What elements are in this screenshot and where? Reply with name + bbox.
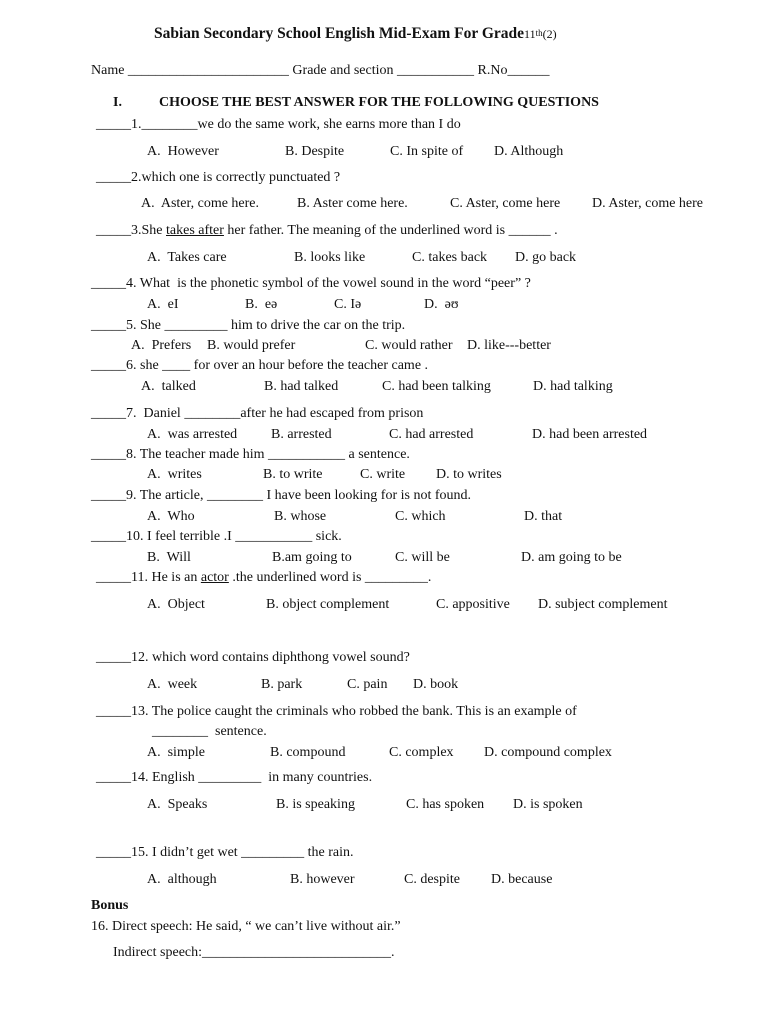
answer-option-b: B.am going to (272, 550, 352, 565)
answer-option-a: A. writes (147, 467, 202, 482)
answer-option-c: C. despite (404, 872, 460, 887)
question-text: _____2.which one is correctly punctuated ? (96, 170, 341, 185)
answer-option-d: D. to writes (436, 467, 502, 482)
question-6 (91, 357, 428, 375)
answer-option-b: B. Despite (285, 144, 345, 159)
answer-option-d: D. go back (515, 250, 577, 265)
answer-option-a: A. Speaks (147, 797, 208, 812)
question-text: _____5. She _________ him to drive the car on the trip. (91, 318, 406, 333)
grade-section: (2) (542, 27, 557, 41)
answer-option-b: B. to write (263, 467, 323, 482)
answer-option-d: D. that (524, 509, 563, 524)
answer-option-b: B. looks like (294, 250, 366, 265)
answer-option-d: D. had talking (533, 379, 613, 394)
title-text: Sabian Secondary School English Mid-Exam For Grade (154, 25, 525, 42)
answer-option-b: B. eə (245, 297, 278, 312)
answer-option-c: C. has spoken (406, 797, 485, 812)
answer-option-a: A. Prefers (131, 338, 192, 353)
question-text: _____14. English _________ in many countries. (96, 770, 373, 785)
student-info-line: Name _______________________ Grade and section ___________ R.No______ (91, 63, 550, 78)
question-text: _____3.She (96, 223, 166, 238)
answer-option-b: B. compound (270, 745, 346, 760)
grade-superscript: th (535, 28, 543, 38)
answer-option-a: A. However (147, 144, 219, 159)
answer-option-d: D. am going to be (521, 550, 622, 565)
question-5 (91, 317, 405, 335)
answer-option-a: A. week (147, 677, 198, 692)
bonus-question-16: 16. Direct speech: He said, “ we can’t live without air.” (91, 919, 401, 934)
question-15 (96, 844, 354, 862)
answer-option-d: D. book (413, 677, 459, 692)
question-text: _____8. The teacher made him ___________ a sentence. (91, 447, 410, 462)
question-text: _____13. The police caught the criminals who robbed the bank. This is an example of (96, 704, 577, 719)
answer-option-c: C. In spite of (390, 144, 464, 159)
question-14 (96, 769, 372, 787)
answer-option-c: C. Aster, come here (450, 196, 561, 211)
answer-option-b: B. park (261, 677, 303, 692)
answer-option-a: A. Object (147, 597, 205, 612)
answer-option-c: C. takes back (412, 250, 488, 265)
answer-option-b: B. would prefer (207, 338, 296, 353)
answer-option-d: D. is spoken (513, 797, 583, 812)
answer-option-c: C. will be (395, 550, 450, 565)
answer-option-b: B. object complement (266, 597, 390, 612)
question-11 (96, 569, 431, 587)
answer-option-d: D. Although (494, 144, 564, 159)
answer-option-d: D. subject complement (538, 597, 668, 612)
answer-option-c: C. would rather (365, 338, 453, 353)
bonus-label: Bonus (91, 898, 129, 913)
underlined-word: takes after (166, 223, 224, 238)
answer-option-c: C. pain (347, 677, 388, 692)
answer-option-a: B. Will (147, 550, 191, 565)
question-2 (96, 169, 340, 187)
question-text: _____9. The article, ________ I have been looking for is not found. (91, 488, 471, 503)
answer-option-c: C. write (360, 467, 406, 482)
answer-option-c: C. had been talking (382, 379, 491, 394)
answer-option-d: D. compound complex (484, 745, 612, 760)
question-10 (91, 528, 342, 546)
answer-option-c: C. appositive (436, 597, 510, 612)
answer-option-d: D. had been arrested (532, 427, 648, 442)
answer-option-a: A. Who (147, 509, 195, 524)
question-text: _____15. I didn’t get wet _________ the rain. (96, 845, 354, 860)
answer-option-d: D. əʊ (424, 297, 459, 312)
answer-option-b: B. however (290, 872, 355, 887)
answer-option-a: A. simple (147, 745, 205, 760)
question-text-continued: her father. The meaning of the underlined word is ______ . (223, 223, 558, 238)
answer-option-b: B. had talked (264, 379, 339, 394)
answer-option-b: B. is speaking (276, 797, 355, 812)
question-13 (96, 703, 577, 721)
answer-option-b: B. arrested (271, 427, 332, 442)
section-heading: CHOOSE THE BEST ANSWER FOR THE FOLLOWING QUESTIONS (159, 95, 599, 110)
answer-option-d: D. because (491, 872, 553, 887)
question-9 (91, 487, 471, 505)
question-text-continued: .the underlined word is _________. (228, 570, 432, 585)
answer-option-a: A. was arrested (147, 427, 238, 442)
question-text: _____11. He is an (96, 570, 201, 585)
question-1 (96, 116, 461, 134)
question-continuation: ________ sentence. (152, 724, 267, 739)
underlined-word: actor (200, 570, 229, 585)
answer-option-c: C. Iə (334, 297, 362, 312)
question-text: _____1.________we do the same work, she earns more than I do (96, 117, 461, 132)
answer-option-b: B. whose (274, 509, 327, 524)
section-number: I. (113, 95, 122, 110)
answer-option-c: C. complex (389, 745, 454, 760)
answer-option-d: D. Aster, come here (592, 196, 704, 211)
answer-option-a: A. talked (141, 379, 196, 394)
answer-option-c: C. had arrested (389, 427, 474, 442)
answer-option-c: C. which (395, 509, 446, 524)
answer-option-d: D. like---better (467, 338, 551, 353)
question-12 (96, 649, 410, 667)
question-text: _____12. which word contains diphthong vowel sound? (96, 650, 410, 665)
grade-number: 11 (524, 27, 536, 41)
question-8 (91, 446, 410, 464)
question-text: _____4. What is the phonetic symbol of the vowel sound in the word “peer” ? (91, 276, 531, 291)
question-7 (91, 405, 423, 423)
question-text: _____7. Daniel ________after he had escaped from prison (91, 406, 424, 421)
answer-option-a: A. eI (147, 297, 179, 312)
question-text: _____10. I feel terrible .I ___________ sick. (91, 529, 342, 544)
answer-option-a: A. Takes care (147, 250, 227, 265)
exam-title (154, 25, 557, 43)
answer-option-b: B. Aster come here. (297, 196, 408, 211)
question-3 (96, 222, 558, 240)
answer-option-a: A. Aster, come here. (141, 196, 260, 211)
question-4 (91, 275, 531, 293)
question-text: _____6. she ____ for over an hour before the teacher came . (91, 358, 429, 373)
answer-option-a: A. although (147, 872, 217, 887)
indirect-speech-line: Indirect speech:___________________________. (113, 945, 395, 960)
